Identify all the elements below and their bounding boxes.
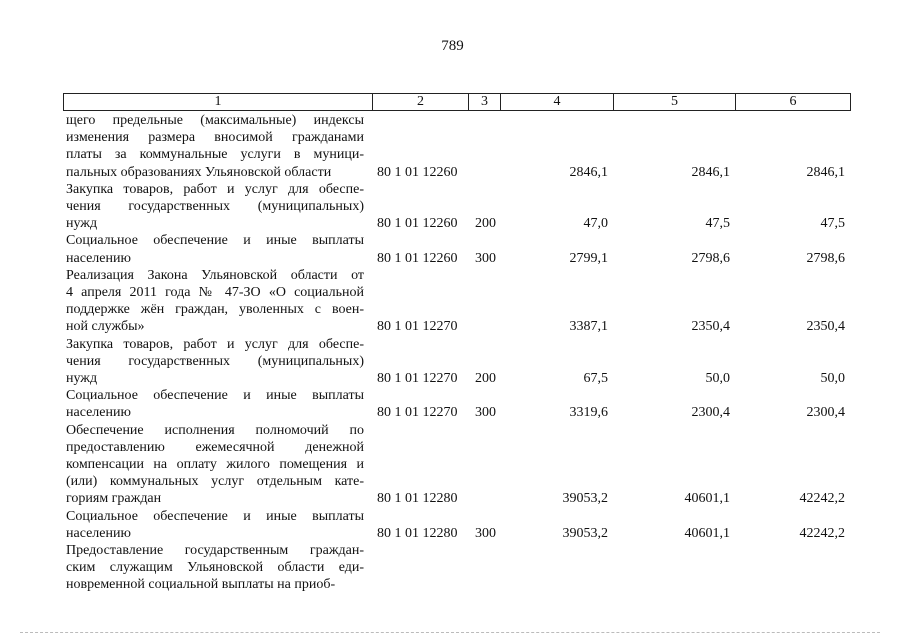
page-bottom-edge xyxy=(20,632,880,635)
table-row xyxy=(0,232,905,266)
budget-code: 80 1 01 12260 xyxy=(377,250,458,266)
value-year-3: 42242,2 xyxy=(799,491,845,507)
expense-type: 300 xyxy=(475,525,496,541)
table-row xyxy=(0,422,905,508)
description-line: поддержке жён граждан, уволенных с воен- xyxy=(66,302,364,318)
description-line: Предоставление государственным граждан- xyxy=(66,543,364,559)
value-year-3: 2798,6 xyxy=(806,250,845,266)
page-number: 789 xyxy=(441,38,464,54)
description-line: платы за коммунальные услуги в муници- xyxy=(66,147,364,163)
value-year-2: 2300,4 xyxy=(691,405,730,421)
row-description xyxy=(66,422,364,508)
description-line: 4 апреля 2011 года № 47-ЗО «О социальной xyxy=(66,285,364,301)
column-header-1: 1 xyxy=(64,94,373,110)
value-year-3: 50,0 xyxy=(820,371,845,387)
table-row xyxy=(0,267,905,336)
description-line: нужд xyxy=(66,216,98,232)
expense-type: 200 xyxy=(475,371,496,387)
column-header-2: 2 xyxy=(373,94,469,110)
value-year-2: 50,0 xyxy=(705,371,730,387)
description-line: ной службы» xyxy=(66,319,145,335)
budget-code: 80 1 01 12280 xyxy=(377,525,458,541)
description-line: гориям граждан xyxy=(66,491,162,507)
column-header-6: 6 xyxy=(789,94,797,109)
value-year-1: 3319,6 xyxy=(569,405,608,421)
value-year-2: 2846,1 xyxy=(691,164,730,180)
description-line: населению xyxy=(66,525,131,541)
description-line: Социальное обеспечение и иные выплаты xyxy=(66,388,364,404)
description-line: Закупка товаров, работ и услуг для обеспе- xyxy=(66,336,364,352)
value-year-2: 2350,4 xyxy=(691,319,730,335)
description-line: Закупка товаров, работ и услуг для обеспе- xyxy=(66,181,364,197)
table-row xyxy=(0,508,905,542)
description-line: чения государственных (муниципальных) xyxy=(66,199,364,215)
description-line: Реализация Закона Ульяновской области от xyxy=(66,267,364,283)
row-description xyxy=(66,232,364,266)
row-description xyxy=(66,112,364,181)
value-year-1: 2799,1 xyxy=(569,250,608,266)
table-row xyxy=(0,112,905,181)
table-row xyxy=(0,336,905,388)
description-line: новременной социальной выплаты на приоб- xyxy=(66,577,336,593)
value-year-1: 67,5 xyxy=(583,371,608,387)
value-year-3: 42242,2 xyxy=(799,525,845,541)
description-line: щего предельные (максимальные) индексы xyxy=(66,113,364,128)
description-line: (или) коммунальных услуг отдельным кате- xyxy=(66,474,364,490)
description-line: населению xyxy=(66,250,131,266)
table-row xyxy=(0,181,905,233)
description-line: Обеспечение исполнения полномочий по xyxy=(66,422,364,438)
row-description xyxy=(66,336,364,388)
row-description xyxy=(66,181,364,233)
value-year-2: 47,5 xyxy=(705,216,730,232)
description-line: предоставлению ежемесячной денежной xyxy=(66,439,364,455)
description-line: пальных образованиях Ульяновской области xyxy=(66,164,332,180)
row-description xyxy=(66,508,364,542)
column-header-4: 4 xyxy=(501,94,614,110)
budget-code: 80 1 01 12270 xyxy=(377,319,458,335)
expense-type: 200 xyxy=(475,216,496,232)
description-line: населению xyxy=(66,405,131,421)
budget-code: 80 1 01 12270 xyxy=(377,371,458,387)
expense-type: 300 xyxy=(475,250,496,266)
row-description xyxy=(66,542,364,594)
value-year-3: 2300,4 xyxy=(806,405,845,421)
description-line: компенсации на оплату жилого помещения и xyxy=(66,457,364,473)
description-line: изменения размера вносимой гражданами xyxy=(66,130,364,146)
row-description xyxy=(66,387,364,421)
budget-code: 80 1 01 12260 xyxy=(377,216,458,232)
value-year-1: 3387,1 xyxy=(569,319,608,335)
description-line: нужд xyxy=(66,371,98,387)
value-year-1: 39053,2 xyxy=(562,525,608,541)
value-year-2: 40601,1 xyxy=(684,491,730,507)
description-line: ским служащим Ульяновской области еди- xyxy=(66,560,364,576)
description-line: чения государственных (муниципальных) xyxy=(66,353,364,369)
value-year-1: 39053,2 xyxy=(562,491,608,507)
budget-code: 80 1 01 12280 xyxy=(377,491,458,507)
table-row xyxy=(0,387,905,421)
value-year-3: 2846,1 xyxy=(806,164,845,180)
table-header xyxy=(63,93,851,111)
description-line: Социальное обеспечение и иные выплаты xyxy=(66,508,364,524)
table-row xyxy=(0,542,905,594)
value-year-3: 47,5 xyxy=(820,216,845,232)
value-year-2: 40601,1 xyxy=(684,525,730,541)
column-header-3: 3 xyxy=(469,94,501,110)
value-year-1: 2846,1 xyxy=(569,164,608,180)
value-year-2: 2798,6 xyxy=(691,250,730,266)
table-body xyxy=(0,112,905,594)
budget-code: 80 1 01 12260 xyxy=(377,164,458,180)
budget-code: 80 1 01 12270 xyxy=(377,405,458,421)
column-header-5: 5 xyxy=(614,94,736,110)
row-description xyxy=(66,267,364,336)
value-year-3: 2350,4 xyxy=(806,319,845,335)
expense-type: 300 xyxy=(475,405,496,421)
description-line: Социальное обеспечение и иные выплаты xyxy=(66,233,364,249)
value-year-1: 47,0 xyxy=(583,216,608,232)
